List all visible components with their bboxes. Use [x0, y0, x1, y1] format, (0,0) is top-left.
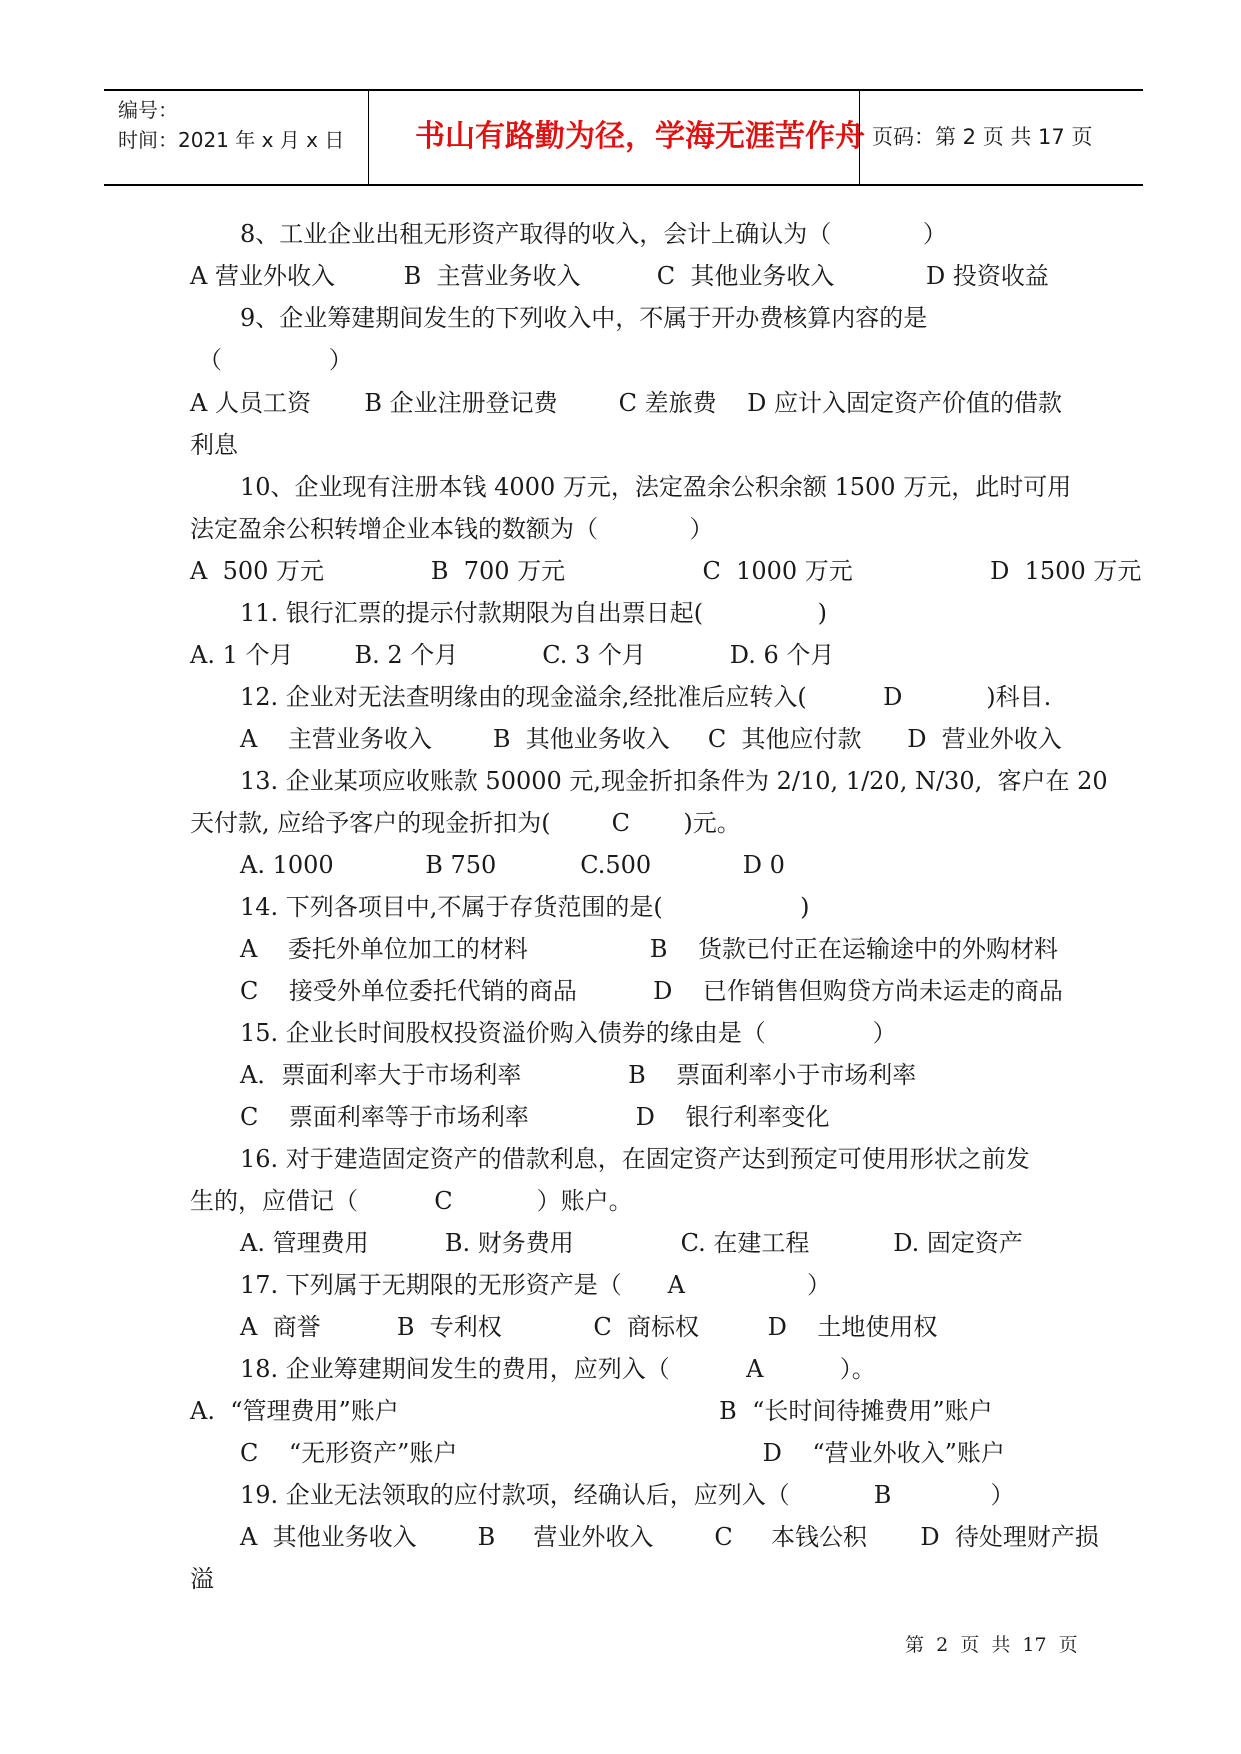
question-13-stem-cont: 天付款, 应给予客户的现金折扣为( C )元。 [190, 809, 741, 837]
question-18-stem: 18. 企业筹建期间发生的费用，应列入（ A ）。 [240, 1355, 876, 1383]
header-divider-left [368, 91, 369, 184]
document-number-label: 编号： [118, 98, 178, 122]
question-19-options: A 其他业务收入 B 营业外收入 C 本钱公积 D 待处理财产损 [240, 1523, 1099, 1551]
page-header [104, 89, 1143, 186]
question-10-options: A 500 万元 B 700 万元 C 1000 万元 D 1500 万元 [190, 557, 1142, 585]
document-time-label: 时间：2021 年 x 月 x 日 [118, 128, 345, 152]
question-14-stem: 14. 下列各项目中,不属于存货范围的是( ) [240, 893, 810, 921]
header-divider-right [859, 91, 860, 184]
question-14-options-ab: A 委托外单位加工的材料 B 货款已付正在运输途中的外购材料 [240, 935, 1059, 963]
question-8-stem: 8、工业企业出租无形资产取得的收入，会计上确认为（ ） [240, 220, 947, 248]
question-17-stem: 17. 下列属于无期限的无形资产是（ A ） [240, 1271, 831, 1299]
question-15-stem: 15. 企业长时间股权投资溢价购入债券的缘由是（ ） [240, 1019, 897, 1047]
question-16-stem-cont: 生的，应借记（ C ）账户。 [190, 1187, 633, 1215]
question-9-options: A 人员工资 B 企业注册登记费 C 差旅费 D 应计入固定资产价值的借款 [190, 389, 1063, 417]
question-14-options-cd: C 接受外单位委托代销的商品 D 已作销售但购贷方尚未运走的商品 [240, 977, 1063, 1005]
question-9-options-cont: 利息 [190, 431, 238, 459]
question-15-options-ab: A．票面利率大于市场利率 B 票面利率小于市场利率 [240, 1061, 917, 1089]
question-8-options: A 营业外收入 B 主营业务收入 C 其他业务收入 D 投资收益 [190, 262, 1049, 290]
question-19-stem: 19. 企业无法领取的应付款项，经确认后，应列入（ B ） [240, 1481, 1015, 1509]
question-17-options: A 商誉 B 专利权 C 商标权 D 土地使用权 [240, 1313, 938, 1341]
question-9-blank: （ ） [198, 346, 353, 374]
question-16-options: A. 管理费用 B. 财务费用 C. 在建工程 D. 固定资产 [240, 1229, 1023, 1257]
question-15-options-cd: C 票面利率等于市场利率 D 银行利率变化 [240, 1103, 830, 1131]
header-motto: 书山有路勤为径，学海无涯苦作舟 [415, 119, 865, 154]
question-10-stem: 10、企业现有注册本钱 4000 万元，法定盈余公积余额 1500 万元，此时可用 [240, 473, 1072, 501]
question-18-options-ab: A. “管理费用”账户 B “长时间待摊费用”账户 [190, 1397, 993, 1425]
question-13-options: A. 1000 B 750 C.500 D 0 [240, 851, 785, 879]
question-13-stem: 13. 企业某项应收账款 50000 元,现金折扣条件为 2/10, 1/20, N/30, 客户在 20 [240, 767, 1108, 795]
question-10-stem-cont: 法定盈余公积转增企业本钱的数额为（ ） [190, 515, 714, 543]
header-meta [118, 95, 344, 155]
question-19-options-cont: 溢 [190, 1565, 214, 1593]
header-page-label: 页码：第 2 页 共 17 页 [872, 125, 1093, 149]
page-footer: 第 2 页 共 17 页 [905, 1634, 1078, 1656]
question-16-stem: 16. 对于建造固定资产的借款利息，在固定资产达到预定可使用形状之前发 [240, 1145, 1030, 1173]
question-11-stem: 11. 银行汇票的提示付款期限为自出票日起( ) [240, 599, 827, 627]
question-9-stem: 9、企业筹建期间发生的下列收入中，不属于开办费核算内容的是 [240, 304, 928, 332]
question-12-options: A 主营业务收入 B 其他业务收入 C 其他应付款 D 营业外收入 [240, 725, 1062, 753]
question-12-stem: 12. 企业对无法查明缘由的现金溢余,经批准后应转入( D )科目. [240, 683, 1052, 711]
question-18-options-cd: C “无形资产”账户 D “营业外收入”账户 [240, 1439, 1005, 1467]
question-11-options: A. 1 个月 B. 2 个月 C. 3 个月 D. 6 个月 [190, 641, 835, 669]
